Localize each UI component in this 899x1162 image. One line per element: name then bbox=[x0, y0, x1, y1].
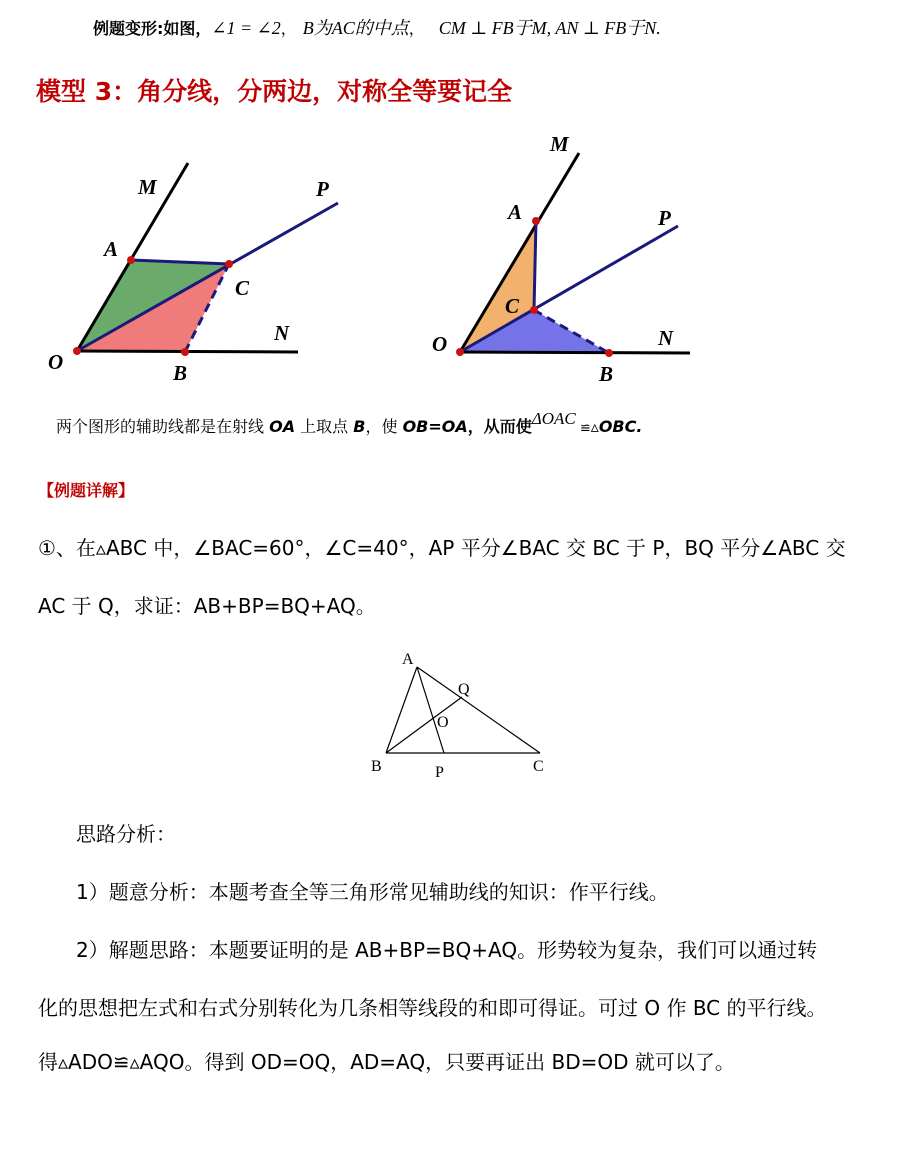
label-n: N bbox=[658, 326, 674, 350]
triangle-figure bbox=[365, 645, 555, 785]
analysis-point-2-cont: 化的思想把左式和右式分别转化为几条相等线段的和即可得证。可过 O 作 BC 的平行线。 bbox=[38, 996, 827, 1020]
bisector-ap bbox=[417, 667, 444, 753]
label-o: O bbox=[48, 350, 64, 374]
point-a bbox=[532, 217, 540, 225]
tri-label-q: Q bbox=[458, 681, 470, 698]
point-b bbox=[605, 349, 613, 357]
ray-op bbox=[77, 203, 338, 351]
figure-left bbox=[30, 150, 370, 390]
note-text-1: 两个图形的辅助线都是在射线 bbox=[56, 417, 270, 436]
angle-equality: ∠1 = ∠2 bbox=[211, 18, 281, 38]
separator: ， bbox=[280, 19, 297, 38]
label-c: C bbox=[505, 294, 520, 318]
label-p: P bbox=[658, 206, 671, 230]
tri-label-o: O bbox=[437, 714, 449, 731]
model-title: 模型 3：角分线，分两边，对称全等要记全 bbox=[36, 77, 513, 106]
note-congruent: ≌ bbox=[575, 421, 591, 436]
point-o bbox=[456, 348, 464, 356]
bisector-bq bbox=[386, 697, 462, 753]
ray-on bbox=[460, 352, 690, 353]
variant-label: 例题变形:如图， bbox=[93, 19, 212, 38]
analysis-point-2-end: 得▵ADO≌▵AQO。得到 OD=OQ，AD=AQ，只要再证出 BD=OD 就可以了。 bbox=[38, 1050, 735, 1074]
note-oa: OA bbox=[269, 417, 296, 436]
label-c: C bbox=[235, 276, 250, 300]
label-a: A bbox=[508, 200, 523, 224]
note-equation: OB=OA bbox=[402, 417, 468, 436]
label-p: P bbox=[316, 177, 329, 201]
midpoint-condition: B为AC的中点 bbox=[302, 18, 409, 38]
tri-label-c: C bbox=[533, 758, 544, 775]
problem-line-2: AC 于 Q，求证：AB+BP=BQ+AQ。 bbox=[38, 594, 376, 618]
tri-label-b: B bbox=[371, 758, 382, 775]
figure-left-svg bbox=[30, 150, 370, 390]
perpendicular-condition: CM ⊥ FB于M, AN ⊥ FB于N. bbox=[438, 18, 661, 38]
tri-label-p: P bbox=[435, 764, 444, 781]
note-triangle-oac: ΔOAC bbox=[531, 409, 576, 428]
label-a: A bbox=[104, 237, 119, 261]
analysis-heading: 思路分析： bbox=[76, 822, 176, 846]
note-b: B bbox=[353, 417, 366, 436]
variant-statement bbox=[93, 14, 661, 40]
figure-right bbox=[420, 125, 720, 390]
analysis-point-2: 2）解题思路：本题要证明的是 AB+BP=BQ+AQ。形势较为复杂，我们可以通过转 bbox=[76, 938, 818, 962]
problem-line-1: ①、在▵ABC 中，∠BAC=60°，∠C=40°，AP 平分∠BAC 交 BC 于 P，BQ 平分∠ABC 交 bbox=[38, 536, 846, 560]
label-b: B bbox=[173, 361, 188, 385]
section-heading: 【例题详解】 bbox=[38, 481, 135, 500]
side-ac bbox=[417, 667, 540, 753]
note-triangle-obc: ▵OBC. bbox=[590, 417, 643, 436]
side-ab bbox=[386, 667, 417, 753]
note-text-4: ，从而使 bbox=[467, 417, 532, 436]
note-text-2: 上取点 bbox=[295, 417, 354, 436]
point-b bbox=[181, 348, 189, 356]
point-c bbox=[530, 306, 538, 314]
tri-label-a: A bbox=[402, 651, 414, 668]
point-a bbox=[127, 256, 135, 264]
triangle-figure-svg bbox=[365, 645, 555, 785]
point-o bbox=[73, 347, 81, 355]
figure-right-svg bbox=[420, 125, 720, 390]
label-m: M bbox=[138, 175, 157, 199]
note-text-3: ，使 bbox=[365, 417, 403, 436]
analysis-point-1: 1）题意分析：本题考查全等三角形常见辅助线的知识：作平行线。 bbox=[76, 880, 669, 904]
label-m: M bbox=[550, 132, 569, 156]
label-o: O bbox=[432, 332, 448, 356]
segment-ac bbox=[534, 221, 536, 310]
label-n: N bbox=[274, 321, 290, 345]
auxiliary-note bbox=[56, 409, 643, 437]
label-b: B bbox=[599, 362, 614, 386]
separator-2: ， bbox=[408, 19, 425, 38]
point-c bbox=[225, 260, 233, 268]
